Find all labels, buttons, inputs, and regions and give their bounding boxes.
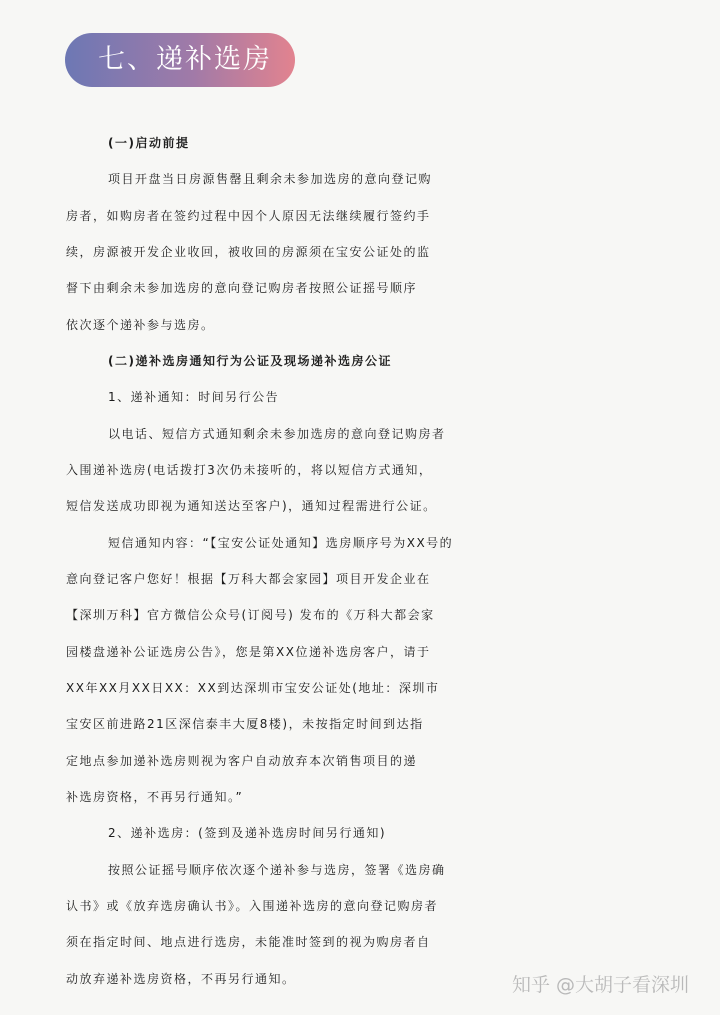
- sms-line: 【深圳万科】官方微信公众号(订阅号) 发布的《万科大都会家: [66, 608, 435, 622]
- paragraph-line: 以电话、短信方式通知剩余未参加选房的意向登记购房者: [108, 427, 446, 441]
- paragraph-line: 按照公证摇号顺序依次逐个递补参与选房，签署《选房确: [108, 863, 446, 877]
- paragraph-line: 督下由剩余未参加选房的意向登记购房者按照公证摇号顺序: [66, 281, 418, 295]
- sms-line: 意向登记客户您好！根据【万科大都会家园】项目开发企业在: [66, 572, 431, 586]
- sms-line: XX年XX月XX日XX：XX到达深圳市宝安公证处(地址：深圳市: [66, 681, 440, 695]
- sms-line: 宝安区前进路21区深信泰丰大厦8楼)，未按指定时间到达指: [66, 717, 424, 731]
- subsection-1-heading: (一)启动前提: [108, 136, 190, 150]
- watermark: 知乎 @大胡子看深圳: [512, 974, 690, 996]
- item-2-title: 2、递补选房：(签到及递补选房时间另行通知): [108, 826, 386, 840]
- paragraph-line: 依次逐个递补参与选房。: [66, 318, 215, 332]
- sms-line: 短信通知内容：“【宝安公证处通知】选房顺序号为XX号的: [108, 536, 454, 550]
- paragraph-line: 项目开盘当日房源售罄且剩余未参加选房的意向登记购: [108, 172, 433, 186]
- item-1-title: 1、递补通知：时间另行公告: [108, 390, 280, 404]
- section-title-banner: 七、递补选房: [65, 33, 295, 87]
- sms-line: 定地点参加递补选房则视为客户自动放弃本次销售项目的递: [66, 754, 418, 768]
- sms-line: 补选房资格，不再另行通知。”: [66, 790, 244, 804]
- paragraph-line: 须在指定时间、地点进行选房，未能准时签到的视为购房者自: [66, 935, 431, 949]
- paragraph-line: 房者，如购房者在签约过程中因个人原因无法继续履行签约手: [66, 209, 431, 223]
- paragraph-line: 续，房源被开发企业收回，被收回的房源须在宝安公证处的监: [66, 245, 431, 259]
- paragraph-line: 认书》或《放弃选房确认书》。入围递补选房的意向登记购房者: [66, 899, 439, 913]
- subsection-2-heading: (二)递补选房通知行为公证及现场递补选房公证: [108, 354, 392, 368]
- paragraph-line: 动放弃递补选房资格，不再另行通知。: [66, 972, 296, 986]
- paragraph-line: 入围递补选房(电话拨打3次仍未接听的，将以短信方式通知，: [66, 463, 433, 477]
- paragraph-line: 短信发送成功即视为通知送达至客户)，通知过程需进行公证。: [66, 499, 437, 513]
- sms-line: 园楼盘递补公证选房公告》，您是第XX位递补选房客户，请于: [66, 645, 431, 659]
